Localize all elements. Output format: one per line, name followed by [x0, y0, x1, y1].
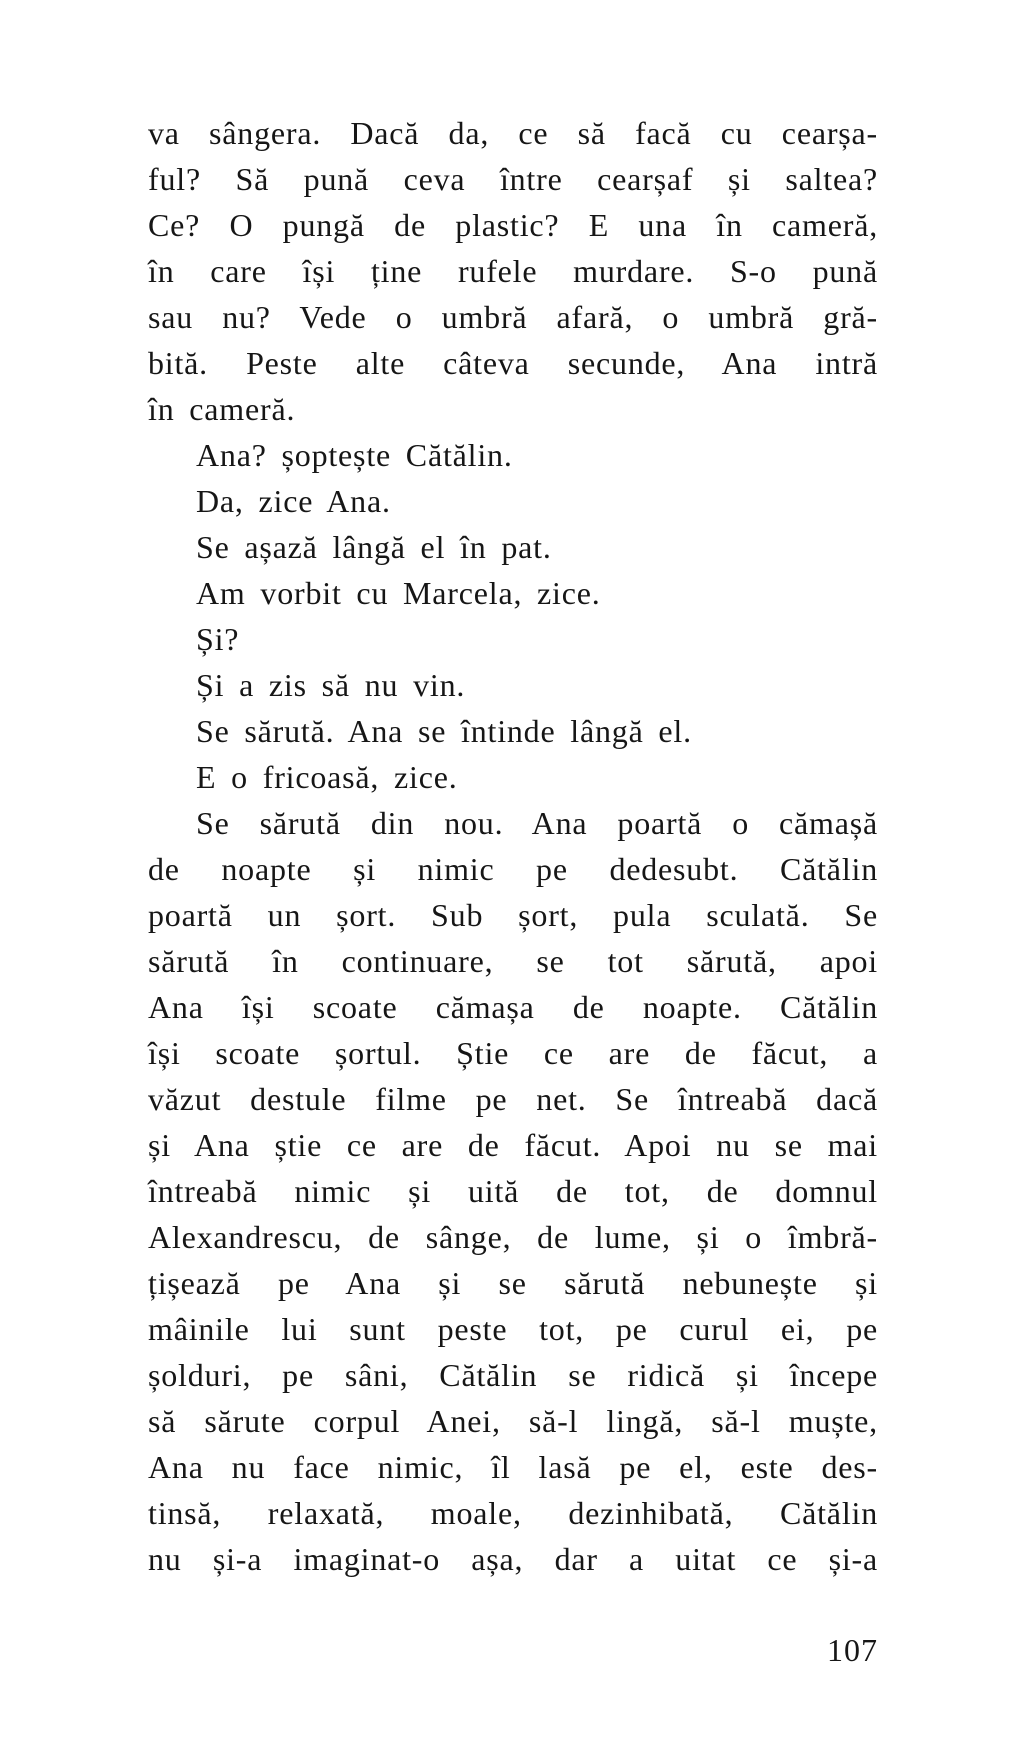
page-number: 107 [827, 1632, 878, 1668]
text-line: Se sărută. Ana se întinde lângă el. [196, 713, 692, 749]
page-text-block [148, 110, 878, 1582]
text-line: Se așază lângă el în pat. [196, 529, 552, 565]
text-line: va sângera. Dacă da, ce să facă cu cearșa- [148, 115, 878, 151]
text-line: văzut destule filme pe net. Se întreabă dacă [148, 1081, 878, 1117]
text-line: șolduri, pe sâni, Cătălin se ridică și începe [148, 1357, 878, 1393]
text-line: întreabă nimic și uită de tot, de domnul [148, 1173, 878, 1209]
text-line: Alexandrescu, de sânge, de lume, și o îmbră- [148, 1219, 878, 1255]
text-line: și Ana știe ce are de făcut. Apoi nu se mai [148, 1127, 878, 1163]
text-line: Da, zice Ana. [196, 483, 391, 519]
text-line: de noapte și nimic pe dedesubt. Cătălin [148, 851, 878, 887]
text-line: Ana își scoate cămașa de noapte. Cătălin [148, 989, 878, 1025]
text-line: în cameră. [148, 391, 296, 427]
text-line: Am vorbit cu Marcela, zice. [196, 575, 601, 611]
text-line: Ce? O pungă de plastic? E una în cameră, [148, 207, 878, 243]
text-line: își scoate șortul. Știe ce are de făcut, a [148, 1035, 878, 1071]
text-line: să sărute corpul Anei, să-l lingă, să-l muște, [148, 1403, 878, 1439]
text-line: mâinile lui sunt peste tot, pe curul ei, pe [148, 1311, 878, 1347]
text-line: tinsă, relaxată, moale, dezinhibată, Cătălin [148, 1495, 878, 1531]
text-line: sărută în continuare, se tot sărută, apoi [148, 943, 878, 979]
text-line: Se sărută din nou. Ana poartă o cămașă [196, 805, 878, 841]
text-line: Și? [196, 621, 240, 657]
text-line: Ana? șoptește Cătălin. [196, 437, 513, 473]
text-line: poartă un șort. Sub șort, pula sculată. Se [148, 897, 878, 933]
text-line: țișează pe Ana și se sărută nebunește și [148, 1265, 878, 1301]
text-line: nu și-a imaginat-o așa, dar a uitat ce și-a [148, 1541, 878, 1577]
text-line: Și a zis să nu vin. [196, 667, 466, 703]
text-line: sau nu? Vede o umbră afară, o umbră gră- [148, 299, 878, 335]
text-line: în care își ține rufele murdare. S-o pună [148, 253, 878, 289]
text-line: Ana nu face nimic, îl lasă pe el, este des- [148, 1449, 878, 1485]
text-line: E o fricoasă, zice. [196, 759, 458, 795]
text-line: ful? Să pună ceva între cearșaf și saltea? [148, 161, 878, 197]
text-line: bită. Peste alte câteva secunde, Ana intră [148, 345, 878, 381]
